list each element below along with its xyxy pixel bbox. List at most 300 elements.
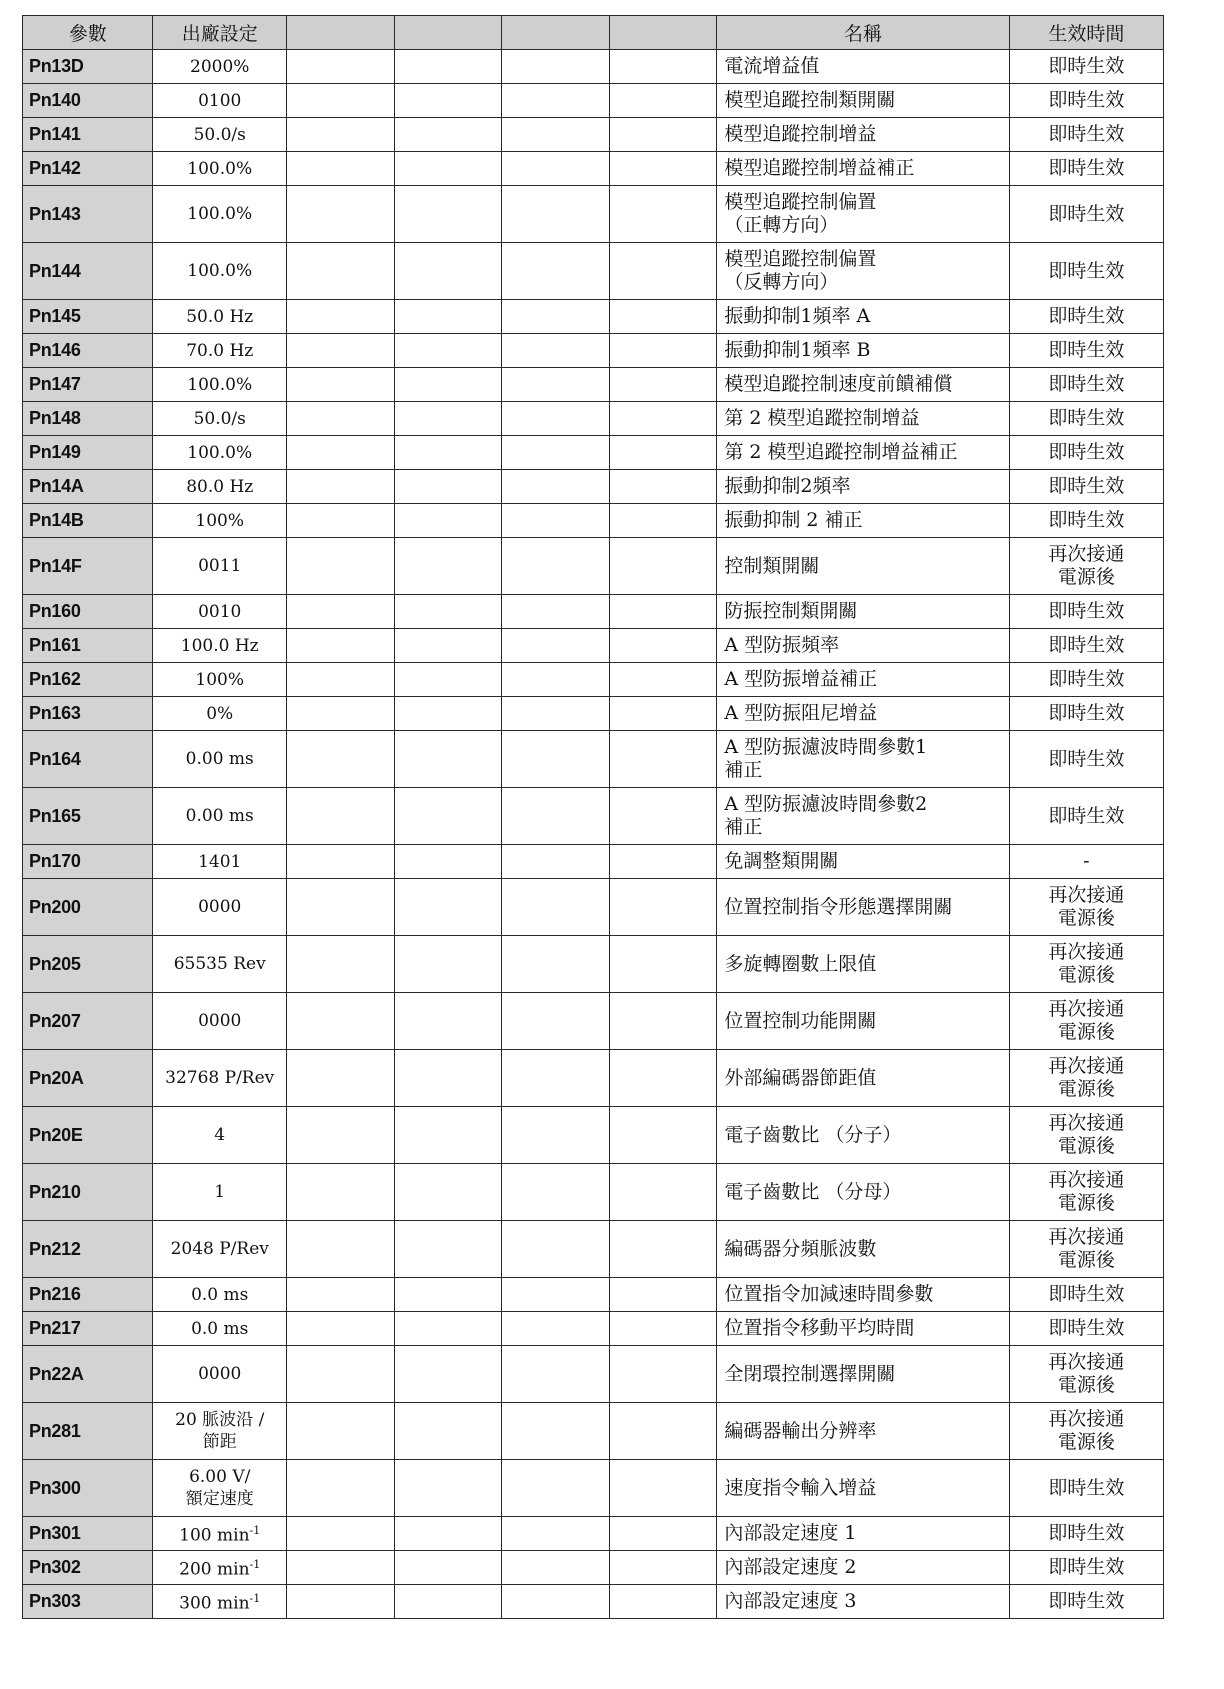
effect-timing-cell: 再次接通 電源後 [1009, 538, 1163, 595]
empty-cell [609, 663, 717, 697]
default-value-text: 0100 [198, 90, 242, 111]
param-code-cell: Pn14A [23, 470, 153, 504]
param-name-cell: 第 2 模型追蹤控制增益補正 [717, 436, 1009, 470]
empty-cell [287, 470, 395, 504]
param-name-cell: 編碼器分頻脈波數 [717, 1221, 1009, 1278]
effect-timing-cell: 即時生效 [1009, 663, 1163, 697]
param-name-cell: 內部設定速度 2 [717, 1551, 1009, 1585]
param-name-cell: A 型防振濾波時間參數2 補正 [717, 788, 1009, 845]
empty-cell [502, 879, 610, 936]
param-code-cell: Pn207 [23, 993, 153, 1050]
param-name-cell: 控制類開關 [717, 538, 1009, 595]
empty-cell [394, 538, 502, 595]
param-name-cell: 振動抑制1頻率 A [717, 300, 1009, 334]
effect-timing-cell: 再次接通 電源後 [1009, 1221, 1163, 1278]
param-code-cell: Pn165 [23, 788, 153, 845]
empty-cell [394, 84, 502, 118]
empty-cell [394, 879, 502, 936]
empty-cell [394, 629, 502, 663]
effect-timing-cell: 再次接通 電源後 [1009, 1107, 1163, 1164]
table-row [23, 993, 1164, 1050]
effect-timing-cell: 即時生效 [1009, 300, 1163, 334]
empty-cell [502, 152, 610, 186]
param-code-cell: Pn143 [23, 186, 153, 243]
effect-timing-cell: 再次接通 電源後 [1009, 1050, 1163, 1107]
default-value-cell [153, 1551, 287, 1585]
empty-cell [287, 788, 395, 845]
empty-cell [502, 402, 610, 436]
empty-cell [609, 334, 717, 368]
empty-cell [287, 1164, 395, 1221]
table-row [23, 936, 1164, 993]
param-code-cell: Pn216 [23, 1278, 153, 1312]
param-code-cell: Pn301 [23, 1517, 153, 1551]
param-code-cell: Pn14F [23, 538, 153, 595]
default-value-cell [153, 1346, 287, 1403]
effect-timing-cell: 即時生效 [1009, 504, 1163, 538]
empty-cell [287, 1403, 395, 1460]
param-code-cell: Pn144 [23, 243, 153, 300]
effect-timing-cell: 即時生效 [1009, 118, 1163, 152]
param-name-cell: 模型追蹤控制偏置 （正轉方向） [717, 186, 1009, 243]
empty-cell [609, 402, 717, 436]
empty-cell [287, 50, 395, 84]
empty-cell [609, 595, 717, 629]
default-value-text: 0.00 ms [185, 749, 254, 769]
empty-cell [394, 1312, 502, 1346]
empty-cell [287, 1585, 395, 1619]
default-value-cell [153, 1403, 287, 1460]
empty-cell [287, 436, 395, 470]
empty-cell [502, 1551, 610, 1585]
param-code-cell: Pn303 [23, 1585, 153, 1619]
default-value-text: 0% [206, 703, 234, 724]
empty-cell [609, 1312, 717, 1346]
table-body [23, 50, 1164, 1619]
param-code-cell: Pn14B [23, 504, 153, 538]
empty-cell [287, 152, 395, 186]
empty-cell [394, 845, 502, 879]
empty-cell [287, 1107, 395, 1164]
empty-cell [502, 1346, 610, 1403]
table-row [23, 186, 1164, 243]
empty-cell [609, 936, 717, 993]
empty-cell [287, 1221, 395, 1278]
empty-cell [394, 993, 502, 1050]
header-default: 出廠設定 [153, 16, 287, 50]
effect-timing-cell: 即時生效 [1009, 368, 1163, 402]
empty-cell [394, 1278, 502, 1312]
default-value-cell [153, 697, 287, 731]
default-value-cell [153, 538, 287, 595]
default-value-text: 100 min [179, 1525, 250, 1546]
table-row [23, 1278, 1164, 1312]
table-row [23, 50, 1164, 84]
empty-cell [502, 1164, 610, 1221]
empty-cell [394, 731, 502, 788]
table-row [23, 1346, 1164, 1403]
default-value-text: 0011 [198, 556, 242, 576]
table-row [23, 1460, 1164, 1517]
param-code-cell: Pn20E [23, 1107, 153, 1164]
empty-cell [609, 118, 717, 152]
empty-cell [502, 1517, 610, 1551]
effect-timing-cell: 再次接通 電源後 [1009, 936, 1163, 993]
empty-cell [609, 470, 717, 504]
empty-cell [287, 936, 395, 993]
empty-cell [502, 243, 610, 300]
empty-cell [394, 334, 502, 368]
empty-cell [502, 334, 610, 368]
table-row [23, 538, 1164, 595]
effect-timing-cell: 即時生效 [1009, 436, 1163, 470]
param-code-cell: Pn302 [23, 1551, 153, 1585]
empty-cell [502, 300, 610, 334]
empty-cell [394, 118, 502, 152]
empty-cell [502, 368, 610, 402]
param-name-cell: 速度指令輸入增益 [717, 1460, 1009, 1517]
table-row [23, 879, 1164, 936]
param-name-cell: 第 2 模型追蹤控制增益 [717, 402, 1009, 436]
param-name-cell: 電子齒數比 （分子） [717, 1107, 1009, 1164]
param-code-cell: Pn20A [23, 1050, 153, 1107]
table-row [23, 1517, 1164, 1551]
empty-cell [609, 845, 717, 879]
empty-cell [394, 595, 502, 629]
header-name: 名稱 [717, 16, 1009, 50]
default-value-cell [153, 936, 287, 993]
effect-timing-cell: 即時生效 [1009, 1517, 1163, 1551]
header-empty-4 [609, 16, 717, 50]
default-value-text: 50.0/s [193, 124, 246, 145]
param-name-cell: 位置指令加減速時間參數 [717, 1278, 1009, 1312]
empty-cell [287, 84, 395, 118]
param-code-cell: Pn145 [23, 300, 153, 334]
empty-cell [502, 50, 610, 84]
param-name-cell: 電子齒數比 （分母） [717, 1164, 1009, 1221]
empty-cell [502, 504, 610, 538]
effect-timing-cell: 即時生效 [1009, 731, 1163, 788]
table-row [23, 84, 1164, 118]
default-value-text: 100% [195, 669, 245, 690]
empty-cell [287, 402, 395, 436]
default-value-cell [153, 1221, 287, 1278]
effect-timing-cell: 再次接通 電源後 [1009, 1403, 1163, 1460]
default-value-cell [153, 1585, 287, 1619]
effect-timing-cell: 即時生效 [1009, 186, 1163, 243]
empty-cell [287, 1346, 395, 1403]
empty-cell [609, 629, 717, 663]
empty-cell [502, 1221, 610, 1278]
header-param: 參數 [23, 16, 153, 50]
default-value-exponent: -1 [249, 1558, 261, 1572]
default-value-text: 0000 [198, 897, 242, 917]
effect-timing-cell: 即時生效 [1009, 402, 1163, 436]
param-name-cell: 模型追蹤控制偏置 （反轉方向） [717, 243, 1009, 300]
param-name-cell: 防振控制類開關 [717, 595, 1009, 629]
empty-cell [287, 629, 395, 663]
param-name-cell: 振動抑制1頻率 B [717, 334, 1009, 368]
effect-timing-cell: 即時生效 [1009, 697, 1163, 731]
empty-cell [394, 1050, 502, 1107]
effect-timing-cell: 即時生效 [1009, 334, 1163, 368]
empty-cell [287, 504, 395, 538]
empty-cell [287, 595, 395, 629]
default-value-text: 2048 P/Rev [170, 1239, 269, 1259]
empty-cell [609, 368, 717, 402]
empty-cell [502, 1107, 610, 1164]
effect-timing-cell: 即時生效 [1009, 470, 1163, 504]
empty-cell [394, 470, 502, 504]
empty-cell [394, 152, 502, 186]
table-row [23, 1312, 1164, 1346]
param-name-cell: 振動抑制 2 補正 [717, 504, 1009, 538]
param-name-cell: 電流增益值 [717, 50, 1009, 84]
empty-cell [287, 1312, 395, 1346]
default-value-cell [153, 402, 287, 436]
param-name-cell: 振動抑制2頻率 [717, 470, 1009, 504]
table-row [23, 470, 1164, 504]
default-value-cell [153, 1517, 287, 1551]
table-row [23, 300, 1164, 334]
empty-cell [287, 186, 395, 243]
empty-cell [394, 300, 502, 334]
empty-cell [394, 1403, 502, 1460]
empty-cell [502, 788, 610, 845]
empty-cell [287, 845, 395, 879]
parameter-table [22, 15, 1164, 1619]
param-name-cell: A 型防振頻率 [717, 629, 1009, 663]
empty-cell [609, 538, 717, 595]
empty-cell [287, 334, 395, 368]
empty-cell [502, 1050, 610, 1107]
table-row [23, 629, 1164, 663]
default-value-text: 0010 [198, 601, 242, 622]
empty-cell [502, 186, 610, 243]
empty-cell [394, 1346, 502, 1403]
table-row [23, 1050, 1164, 1107]
default-value-cell [153, 436, 287, 470]
param-code-cell: Pn148 [23, 402, 153, 436]
param-code-cell: Pn13D [23, 50, 153, 84]
empty-cell [502, 1312, 610, 1346]
table-row [23, 788, 1164, 845]
param-code-cell: Pn22A [23, 1346, 153, 1403]
table-row [23, 663, 1164, 697]
empty-cell [609, 1517, 717, 1551]
empty-cell [609, 1346, 717, 1403]
param-code-cell: Pn210 [23, 1164, 153, 1221]
empty-cell [394, 697, 502, 731]
empty-cell [287, 1517, 395, 1551]
table-row [23, 436, 1164, 470]
default-value-cell [153, 1278, 287, 1312]
empty-cell [394, 368, 502, 402]
param-name-cell: 免調整類開關 [717, 845, 1009, 879]
empty-cell [287, 538, 395, 595]
default-value-text: 100.0 Hz [180, 635, 259, 656]
default-value-text: 2000% [190, 56, 250, 77]
default-value-text: 0000 [198, 1364, 242, 1384]
empty-cell [502, 470, 610, 504]
empty-cell [609, 788, 717, 845]
table-row [23, 845, 1164, 879]
empty-cell [502, 1585, 610, 1619]
table-row [23, 1221, 1164, 1278]
default-value-cell [153, 118, 287, 152]
empty-cell [502, 538, 610, 595]
default-value-text: 4 [214, 1125, 226, 1145]
default-value-cell [153, 186, 287, 243]
default-value-text: 100.0% [187, 261, 253, 281]
param-code-cell: Pn164 [23, 731, 153, 788]
param-code-cell: Pn142 [23, 152, 153, 186]
default-value-text: 100.0% [187, 442, 253, 463]
default-value-cell [153, 152, 287, 186]
parameter-table-sheet [22, 15, 1164, 1619]
table-row [23, 402, 1164, 436]
empty-cell [609, 300, 717, 334]
header-empty-2 [394, 16, 502, 50]
table-row [23, 243, 1164, 300]
empty-cell [609, 1403, 717, 1460]
param-name-cell: 全閉環控制選擇開關 [717, 1346, 1009, 1403]
default-value-text: 6.00 V/ 額定速度 [185, 1467, 254, 1509]
default-value-cell [153, 879, 287, 936]
empty-cell [609, 1221, 717, 1278]
default-value-text: 32768 P/Rev [165, 1068, 275, 1088]
default-value-text: 0.00 ms [185, 806, 254, 826]
empty-cell [502, 629, 610, 663]
default-value-text: 0.0 ms [191, 1284, 249, 1305]
default-value-cell [153, 504, 287, 538]
table-row [23, 504, 1164, 538]
default-value-text: 200 min [179, 1559, 250, 1580]
empty-cell [394, 1221, 502, 1278]
empty-cell [502, 1403, 610, 1460]
empty-cell [394, 1164, 502, 1221]
default-value-text: 65535 Rev [173, 954, 266, 974]
effect-timing-cell: 再次接通 電源後 [1009, 993, 1163, 1050]
effect-timing-cell: 即時生效 [1009, 1585, 1163, 1619]
effect-timing-cell: 即時生效 [1009, 1312, 1163, 1346]
empty-cell [394, 663, 502, 697]
default-value-cell [153, 731, 287, 788]
default-value-text: 1 [214, 1182, 226, 1202]
empty-cell [287, 663, 395, 697]
empty-cell [502, 118, 610, 152]
param-name-cell: 模型追蹤控制類開關 [717, 84, 1009, 118]
default-value-text: 70.0 Hz [186, 340, 254, 361]
param-code-cell: Pn160 [23, 595, 153, 629]
default-value-cell [153, 1107, 287, 1164]
table-row [23, 368, 1164, 402]
param-name-cell: 模型追蹤控制增益 [717, 118, 1009, 152]
empty-cell [287, 1278, 395, 1312]
param-code-cell: Pn200 [23, 879, 153, 936]
param-code-cell: Pn140 [23, 84, 153, 118]
param-name-cell: A 型防振增益補正 [717, 663, 1009, 697]
table-row [23, 1585, 1164, 1619]
empty-cell [394, 50, 502, 84]
param-code-cell: Pn161 [23, 629, 153, 663]
default-value-cell [153, 470, 287, 504]
default-value-cell [153, 845, 287, 879]
empty-cell [502, 993, 610, 1050]
param-code-cell: Pn149 [23, 436, 153, 470]
default-value-cell [153, 1312, 287, 1346]
empty-cell [609, 1551, 717, 1585]
table-row [23, 697, 1164, 731]
empty-cell [394, 936, 502, 993]
empty-cell [287, 731, 395, 788]
empty-cell [287, 993, 395, 1050]
empty-cell [394, 402, 502, 436]
header-effect: 生效時間 [1009, 16, 1163, 50]
param-code-cell: Pn162 [23, 663, 153, 697]
empty-cell [394, 1585, 502, 1619]
empty-cell [609, 1278, 717, 1312]
param-name-cell: 位置指令移動平均時間 [717, 1312, 1009, 1346]
default-value-cell [153, 84, 287, 118]
default-value-cell [153, 993, 287, 1050]
default-value-text: 1401 [198, 851, 242, 872]
param-code-cell: Pn217 [23, 1312, 153, 1346]
empty-cell [609, 152, 717, 186]
empty-cell [394, 186, 502, 243]
empty-cell [287, 1460, 395, 1517]
effect-timing-cell: 即時生效 [1009, 595, 1163, 629]
effect-timing-cell: - [1009, 845, 1163, 879]
effect-timing-cell: 即時生效 [1009, 629, 1163, 663]
empty-cell [609, 993, 717, 1050]
default-value-cell [153, 243, 287, 300]
empty-cell [502, 663, 610, 697]
empty-cell [394, 1517, 502, 1551]
param-code-cell: Pn300 [23, 1460, 153, 1517]
table-row [23, 334, 1164, 368]
default-value-text: 20 脈波沿 / 節距 [175, 1410, 265, 1452]
param-code-cell: Pn147 [23, 368, 153, 402]
default-value-cell [153, 1050, 287, 1107]
empty-cell [287, 118, 395, 152]
empty-cell [287, 1551, 395, 1585]
table-row [23, 1403, 1164, 1460]
param-name-cell: 位置控制功能開關 [717, 993, 1009, 1050]
header-empty-1 [287, 16, 395, 50]
empty-cell [502, 84, 610, 118]
default-value-cell [153, 788, 287, 845]
effect-timing-cell: 即時生效 [1009, 1278, 1163, 1312]
effect-timing-cell: 即時生效 [1009, 243, 1163, 300]
empty-cell [609, 504, 717, 538]
header-empty-3 [502, 16, 610, 50]
table-row [23, 731, 1164, 788]
effect-timing-cell: 再次接通 電源後 [1009, 1346, 1163, 1403]
param-code-cell: Pn141 [23, 118, 153, 152]
param-code-cell: Pn163 [23, 697, 153, 731]
table-row [23, 118, 1164, 152]
empty-cell [287, 368, 395, 402]
param-name-cell: 模型追蹤控制速度前饋補償 [717, 368, 1009, 402]
empty-cell [609, 436, 717, 470]
default-value-cell [153, 1164, 287, 1221]
empty-cell [394, 1551, 502, 1585]
table-row [23, 1164, 1164, 1221]
param-name-cell: A 型防振濾波時間參數1 補正 [717, 731, 1009, 788]
default-value-text: 50.0 Hz [186, 306, 254, 327]
table-row [23, 1107, 1164, 1164]
